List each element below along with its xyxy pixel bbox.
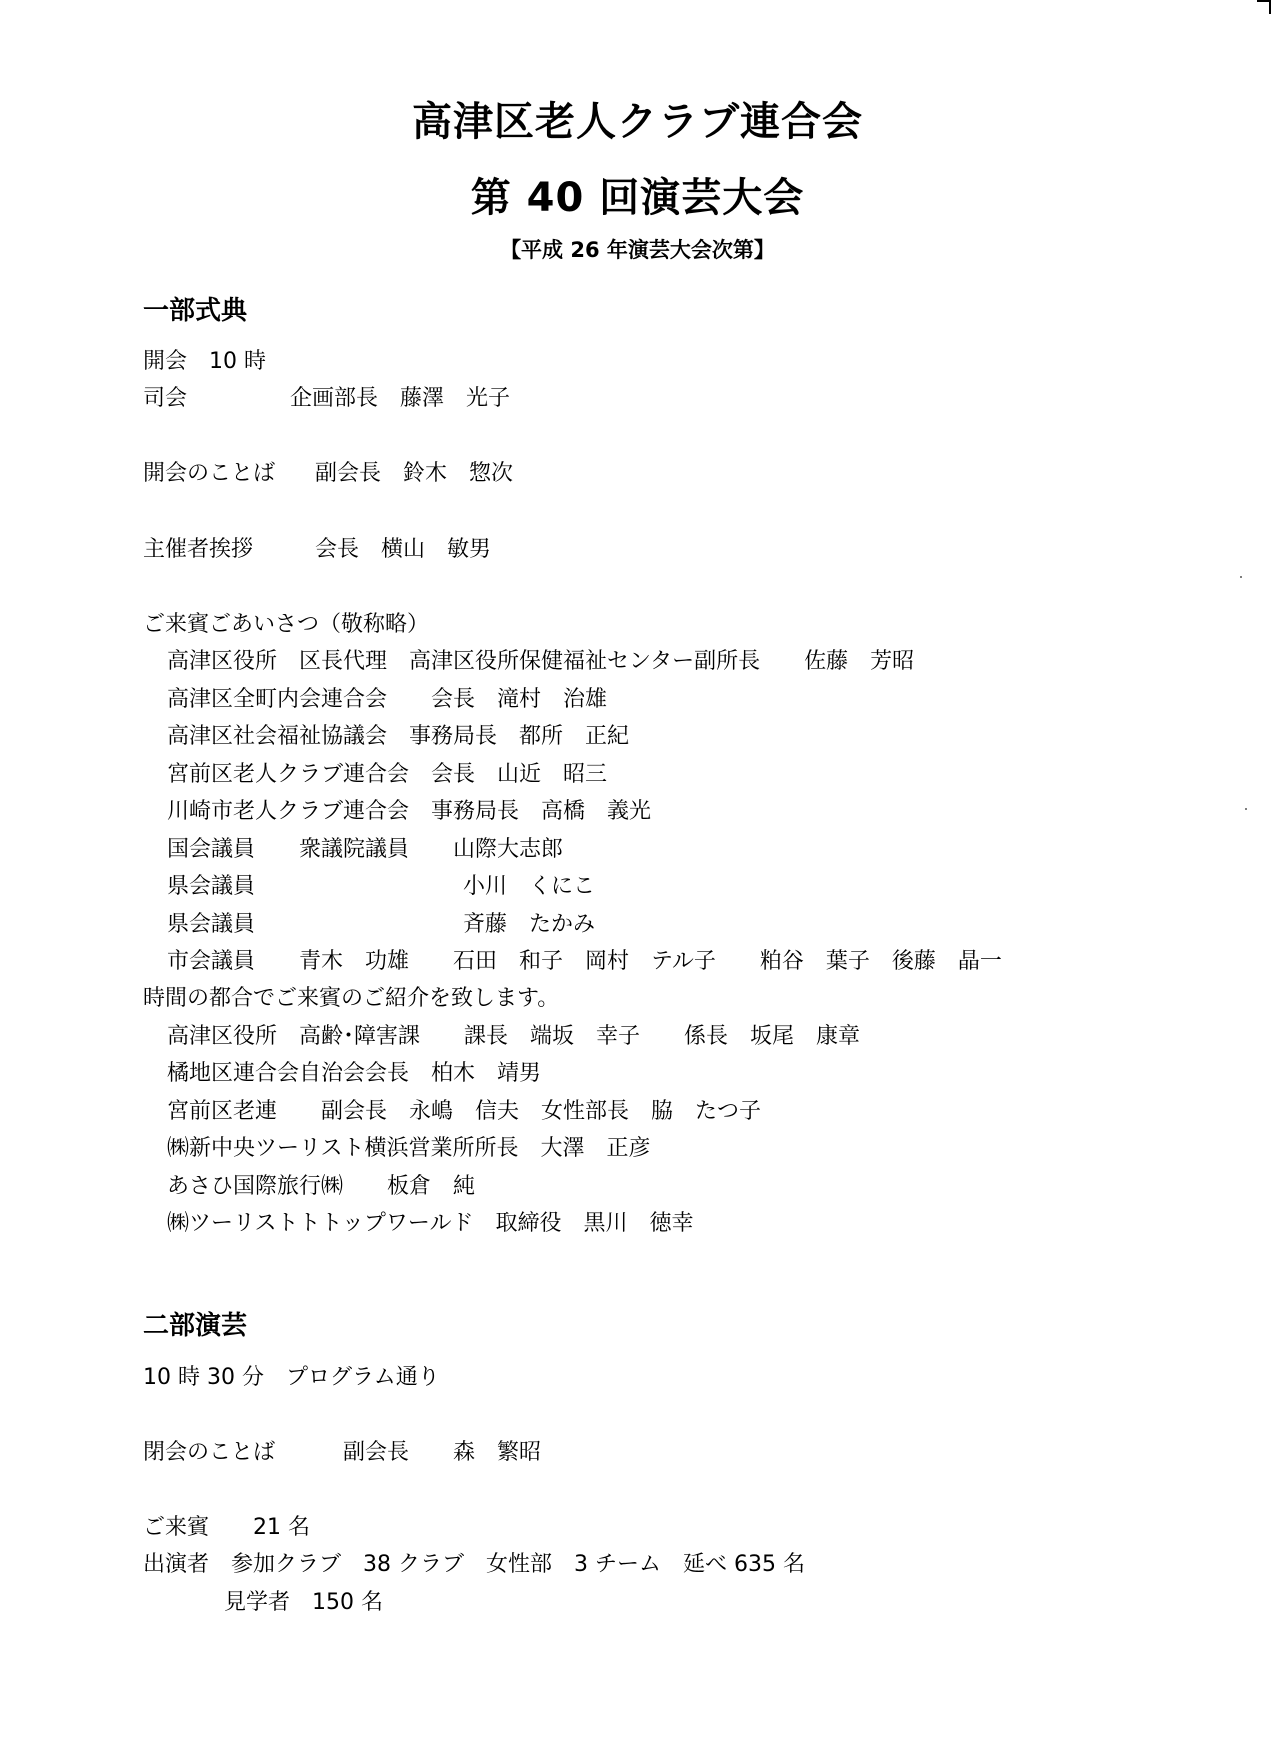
emcee-value: 企画部長 藤澤 光子 <box>290 386 511 411</box>
prefectural-member-label: 県会議員 <box>167 874 256 899</box>
guests-count: ご来賓 21 名 <box>143 1515 310 1540</box>
event-title: 第 40 回演芸大会 <box>470 175 805 221</box>
city-members-line: 市会議員 青木 功雄 石田 和子 岡村 テル子 粕谷 葉子 後藤 晶一 <box>167 949 1002 974</box>
guest-line: 高津区全町内会連合会 会長 滝村 治雄 <box>167 687 608 712</box>
spectators-line: 見学者 150 名 <box>224 1590 383 1615</box>
guest-line: 高津区役所 区長代理 高津区役所保健福祉センター副所長 佐藤 芳昭 <box>167 649 915 674</box>
scan-speck <box>1245 808 1247 810</box>
closing-words-label: 閉会のことば <box>143 1440 276 1465</box>
document-title: 高津区老人クラブ連合会 <box>412 99 863 145</box>
guest-line: 高津区社会福祉協議会 事務局長 都所 正紀 <box>167 724 630 749</box>
host-greeting-label: 主催者挨拶 <box>143 537 254 562</box>
part1-heading: 一部式典 <box>143 296 248 326</box>
prefectural-member-name: 小川 くにこ <box>463 874 596 899</box>
emcee-label: 司会 <box>143 386 188 411</box>
introductions-heading: 時間の都合でご来賓のご紹介を致します。 <box>143 986 560 1011</box>
guests-heading: ご来賓ごあいさつ（敬称略） <box>143 612 430 637</box>
performers-line: 出演者 参加クラブ 38 クラブ 女性部 3 チーム 延べ 635 名 <box>143 1552 805 1577</box>
introduction-line: 橘地区連合会自治会会長 柏木 靖男 <box>167 1061 542 1086</box>
host-greeting-value: 会長 横山 敏男 <box>315 537 492 562</box>
introduction-line: 宮前区老連 副会長 永嶋 信夫 女性部長 脇 たつ子 <box>167 1099 762 1124</box>
guest-line: 川崎市老人クラブ連合会 事務局長 高橋 義光 <box>167 799 652 824</box>
document-subtitle: 【平成 26 年演芸大会次第】 <box>500 238 775 262</box>
closing-words-value: 副会長 森 繁昭 <box>343 1440 542 1465</box>
opening-words-label: 開会のことば <box>143 461 276 486</box>
introduction-line: ㈱ツーリストトトップワールド 取締役 黒川 徳幸 <box>167 1211 694 1236</box>
introduction-line: 高津区役所 高齢･障害課 課長 端坂 幸子 係長 坂尾 康章 <box>167 1024 861 1049</box>
prefectural-member-name: 斉藤 たかみ <box>463 912 596 937</box>
guest-line: 宮前区老人クラブ連合会 会長 山近 昭三 <box>167 762 608 787</box>
introduction-line: ㈱新中央ツーリスト横浜営業所所長 大澤 正彦 <box>167 1136 651 1161</box>
opening-time: 開会 10 時 <box>143 349 266 374</box>
introduction-line: あさひ国際旅行㈱ 板倉 純 <box>167 1174 476 1199</box>
opening-words-value: 副会長 鈴木 惣次 <box>315 461 514 486</box>
prefectural-member-label: 県会議員 <box>167 912 256 937</box>
part2-heading: 二部演芸 <box>143 1311 248 1341</box>
scan-speck <box>1240 576 1242 578</box>
scan-corner-mark <box>1257 0 1271 14</box>
program-time: 10 時 30 分 プログラム通り <box>143 1365 440 1390</box>
guest-line: 国会議員 衆議院議員 山際大志郎 <box>167 837 564 862</box>
